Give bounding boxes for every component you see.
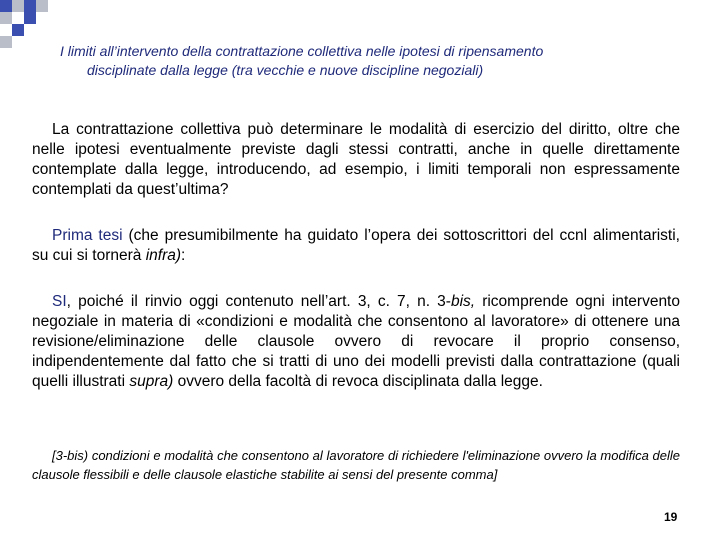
supra-ref: supra) xyxy=(129,373,174,390)
paragraph-answer xyxy=(32,292,680,392)
first-thesis-text: (che presumibilmente ha guidato l’opera dei sottoscrittori del ccnl alimentaristi, su cui si tornerà xyxy=(32,227,680,264)
deco-square xyxy=(12,24,24,36)
paragraph-first-thesis xyxy=(32,226,680,266)
deco-square xyxy=(12,12,24,24)
footnote-text: [3-bis) condizioni e modalità che consentono al lavoratore di richiedere l'eliminazione ovvero la modifica delle clausole flessibili e delle clausole elastiche stabilite ai sensi del presente comma] xyxy=(32,448,680,482)
answer-text-3: ovvero della facoltà di revoca disciplinata dalla legge. xyxy=(173,373,543,390)
answer-text-2: ricomprende ogni intervento negoziale in materia di «condizioni e modalità che consentono al lavoratore» di ottenere una revisione/eliminazione delle clausole ovvero di revocare il proprio consenso, indipendentemente dal fatto che si tratti di uno dei modelli previsti dalla contrattazione (quali quelli illustrati xyxy=(32,293,680,390)
deco-square xyxy=(0,12,12,24)
deco-square xyxy=(12,0,24,12)
slide-title xyxy=(60,42,680,80)
page-number: 19 xyxy=(664,510,678,524)
first-thesis-label: Prima tesi xyxy=(52,227,123,244)
deco-square xyxy=(0,0,12,12)
first-thesis-end: : xyxy=(181,247,186,264)
deco-square xyxy=(24,12,36,24)
paragraph-question xyxy=(32,120,680,200)
infra-ref: infra) xyxy=(145,247,182,264)
deco-square xyxy=(36,0,48,12)
deco-square xyxy=(0,36,12,48)
answer-label: SI xyxy=(52,293,67,310)
deco-square xyxy=(24,0,36,12)
title-line-2: disciplinate dalla legge (tra vecchie e nuove discipline negoziali) xyxy=(87,62,484,78)
footnote xyxy=(32,446,680,484)
paragraph-question-text: La contrattazione collettiva può determinare le modalità di esercizio del diritto, oltre che nelle ipotesi eventualmente previste dagli stessi contratti, anche in quelle direttamente contemplate dalla legge, introducendo, ad esempio, i limiti temporali non espressamente contemplati da quest’ultima? xyxy=(32,121,680,198)
answer-text-1: , poiché il rinvio oggi contenuto nell’art. 3, c. 7, n. 3- xyxy=(66,293,451,310)
bis-ref: bis, xyxy=(450,293,476,310)
title-line-1: I limiti all’intervento della contrattazione collettiva nelle ipotesi di ripensamento xyxy=(60,43,544,59)
